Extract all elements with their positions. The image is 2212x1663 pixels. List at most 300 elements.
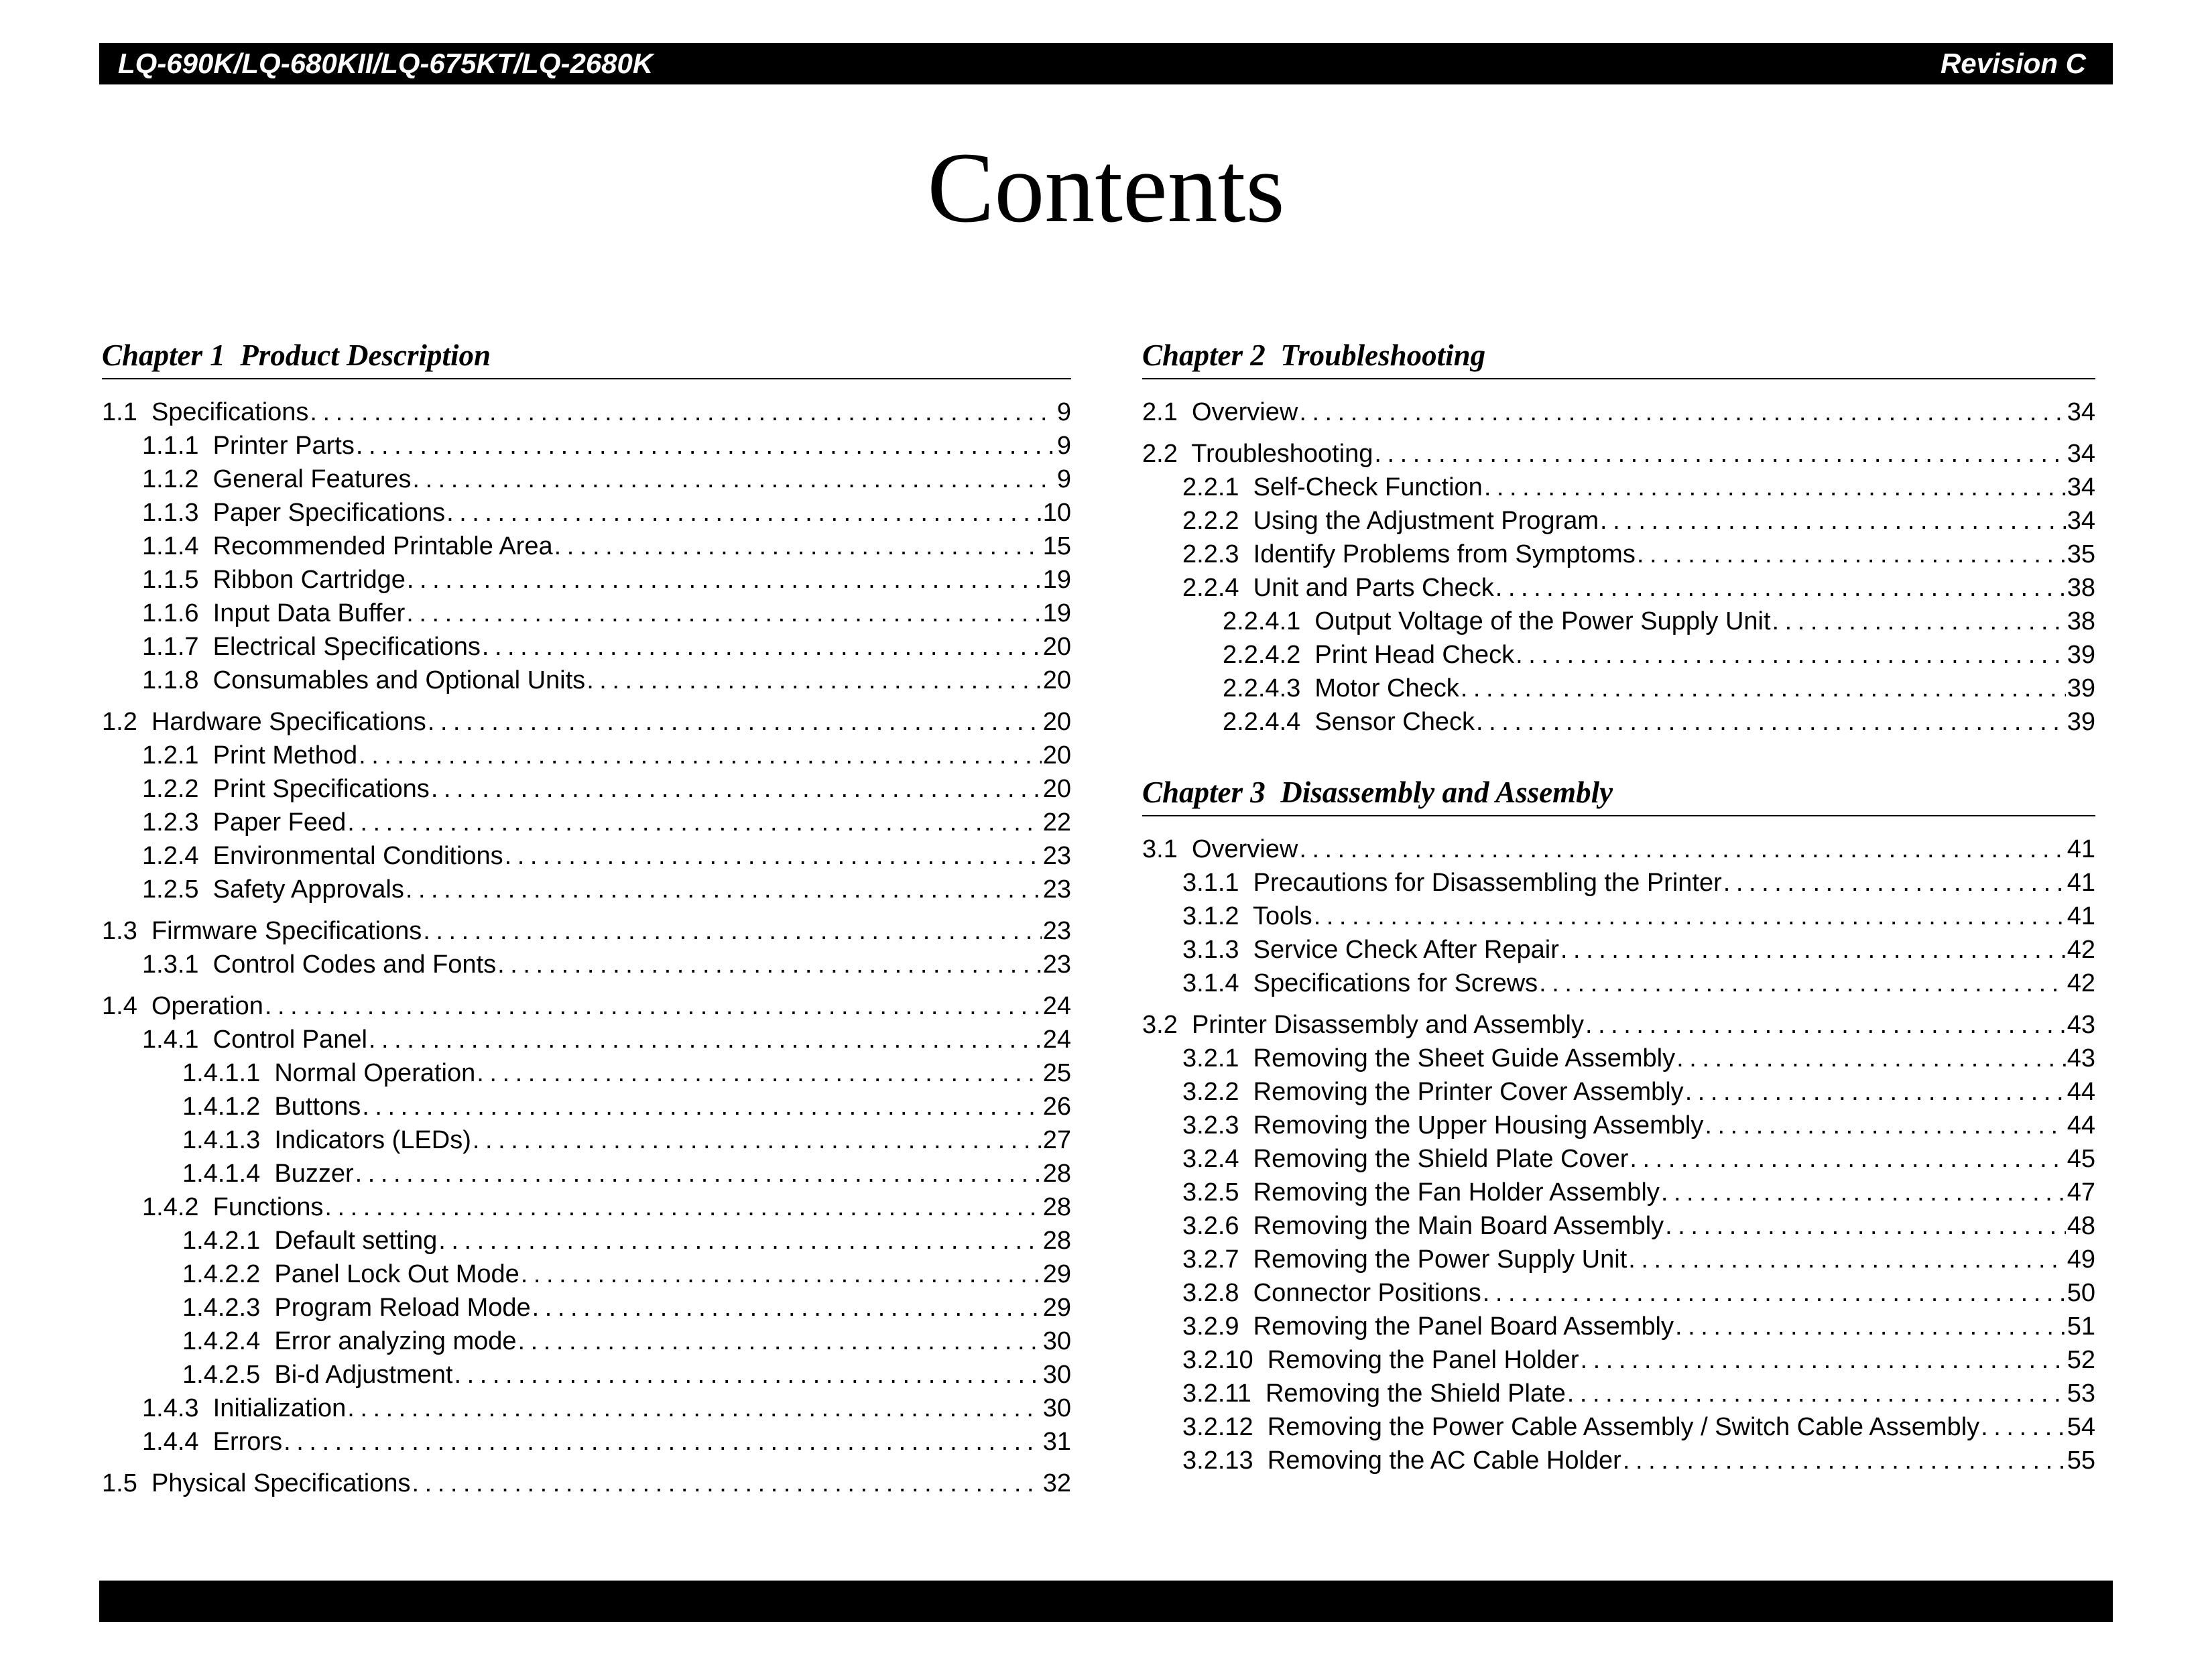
toc-entry-text: Control Codes and Fonts	[212, 950, 497, 979]
toc-entry-label	[1182, 1042, 1675, 1075]
toc-entry-label	[1182, 538, 1636, 571]
toc-entry[interactable]	[1142, 1142, 2095, 1176]
toc-dot-leader	[1685, 1075, 2066, 1109]
toc-page-number: 32	[1042, 1469, 1071, 1497]
toc-page-number: 23	[1042, 917, 1071, 945]
toc-entry-label	[1182, 1075, 1684, 1109]
toc-entry-label	[182, 1090, 361, 1123]
toc-entry[interactable]	[102, 1123, 1071, 1157]
toc-page-number: 48	[2067, 1212, 2095, 1240]
toc-page-number: 28	[1042, 1193, 1071, 1221]
toc-entry-text: Electrical Specifications	[212, 633, 481, 661]
toc-entry-label	[142, 1023, 367, 1056]
toc-page-number: 22	[1042, 808, 1071, 837]
toc-page-number: 45	[2067, 1145, 2095, 1173]
toc-entry[interactable]	[102, 1257, 1071, 1291]
toc-entry-text: Buzzer	[274, 1160, 354, 1188]
toc-dot-leader	[587, 664, 1042, 697]
toc-dot-leader	[1705, 1109, 2065, 1142]
toc-dot-leader	[1981, 1410, 2066, 1444]
toc-entry[interactable]	[1142, 967, 2095, 1000]
toc-page-number: 29	[1042, 1294, 1071, 1322]
toc-dot-leader	[1585, 1008, 2066, 1042]
toc-entry[interactable]	[1142, 638, 2095, 672]
toc-page-number: 52	[2067, 1346, 2095, 1374]
toc-entry-text: Overview	[1191, 835, 1298, 863]
toc-dot-leader	[1676, 1042, 2066, 1075]
toc-entry-text: Using the Adjustment Program	[1253, 507, 1599, 535]
toc-entry[interactable]	[102, 873, 1071, 906]
toc-dot-leader	[1495, 571, 2066, 605]
toc-entry-label	[102, 705, 426, 739]
toc-dot-leader	[1580, 1343, 2065, 1377]
chapter-title: Chapter 1 Product Description	[102, 338, 491, 372]
toc-entry[interactable]	[102, 1090, 1071, 1123]
toc-entry[interactable]	[102, 563, 1071, 597]
toc-page-number: 41	[2067, 835, 2095, 863]
toc-entry-text: Removing the Shield Plate Cover	[1253, 1145, 1629, 1173]
toc-entry-label	[142, 597, 405, 630]
toc-entry-label	[1182, 1310, 1674, 1343]
toc-entry[interactable]	[102, 705, 1071, 739]
toc-entry-label	[142, 463, 411, 496]
toc-dot-leader	[1675, 1310, 2066, 1343]
toc-dot-leader	[454, 1358, 1041, 1392]
toc-entry[interactable]	[102, 1425, 1071, 1459]
toc-page-number: 9	[1056, 398, 1071, 426]
toc-entry-text: Environmental Conditions	[212, 842, 503, 870]
toc-entry-number: 1.4	[102, 992, 137, 1020]
toc-entry-number: 1.4.1.1	[182, 1059, 261, 1087]
toc-entry-text: Tools	[1252, 902, 1312, 930]
toc-dot-leader	[1600, 504, 2066, 538]
toc-page-number: 19	[1042, 599, 1071, 627]
toc-entry-number: 3.2.6	[1182, 1212, 1239, 1240]
toc-entry[interactable]	[102, 530, 1071, 563]
page-title: Contents	[927, 132, 1285, 243]
toc-entry-text: Specifications for Screws	[1253, 969, 1538, 997]
toc-entry-number: 1.4.1.3	[182, 1126, 261, 1154]
toc-page-number: 20	[1042, 666, 1071, 694]
toc-entry[interactable]	[102, 1056, 1071, 1090]
toc-dot-leader	[359, 739, 1042, 772]
toc-entry[interactable]	[1142, 395, 2095, 429]
toc-entry[interactable]	[102, 630, 1071, 664]
toc-dot-leader	[406, 597, 1041, 630]
toc-dot-leader	[1484, 471, 2066, 504]
toc-entry-number: 1.4.2.4	[182, 1327, 261, 1355]
toc-entry-text: Printer Parts	[212, 432, 355, 460]
toc-entry-number: 1.3	[102, 917, 137, 945]
toc-entry-text: Normal Operation	[274, 1059, 476, 1087]
toc-entry-number: 3.1.1	[1182, 869, 1239, 897]
toc-dot-leader	[284, 1425, 1042, 1459]
toc-entry[interactable]	[1142, 1377, 2095, 1410]
toc-page-number: 15	[1042, 532, 1071, 560]
toc-entry-number: 2.2.1	[1182, 473, 1239, 501]
toc-entry[interactable]	[102, 1467, 1071, 1500]
toc-entry[interactable]	[1142, 1109, 2095, 1142]
toc-entry[interactable]	[1142, 1008, 2095, 1042]
toc-entry[interactable]	[1142, 471, 2095, 504]
toc-entry-label	[102, 914, 422, 948]
toc-entry-text: Printer Disassembly and Assembly	[1191, 1011, 1584, 1039]
toc-entry-text: Ribbon Cartridge	[212, 566, 406, 594]
toc-entry[interactable]	[1142, 605, 2095, 638]
toc-entry-label	[142, 839, 503, 873]
toc-entry-label	[1223, 705, 1475, 739]
toc-page-number: 39	[2067, 674, 2095, 702]
toc-dot-leader	[477, 1056, 1041, 1090]
toc-page-number: 41	[2067, 869, 2095, 897]
revision-label: Revision C	[1940, 48, 2086, 79]
toc-entry[interactable]	[1142, 1176, 2095, 1209]
toc-entry[interactable]	[102, 1224, 1071, 1257]
toc-page-number: 9	[1056, 465, 1071, 493]
toc-entry-number: 1.2.4	[142, 842, 199, 870]
toc-dot-leader	[406, 873, 1042, 906]
toc-page-number: 10	[1042, 499, 1071, 527]
toc-dot-leader	[1299, 395, 2065, 429]
toc-entry-number: 3.2.2	[1182, 1078, 1239, 1106]
toc-dot-leader	[1374, 437, 2065, 471]
toc-entry-number: 2.1	[1142, 398, 1178, 426]
toc-entry-number: 3.2	[1142, 1011, 1178, 1039]
toc-entry[interactable]	[1142, 833, 2095, 866]
toc-dot-leader	[518, 1325, 1042, 1358]
toc-page-number: 28	[1042, 1160, 1071, 1188]
toc-page-number: 43	[2067, 1011, 2095, 1039]
toc-entry[interactable]	[102, 839, 1071, 873]
toc-entry-label	[1182, 1276, 1481, 1310]
toc-entry-label	[1182, 1243, 1627, 1276]
toc-page-number: 30	[1042, 1327, 1071, 1355]
toc-dot-leader	[505, 839, 1042, 873]
toc-entry-label	[142, 530, 553, 563]
toc-entry-number: 3.2.9	[1182, 1312, 1239, 1341]
toc-entry-number: 2.2.3	[1182, 540, 1239, 568]
toc-entry-number: 1.1.7	[142, 633, 199, 661]
toc-entry-text: Troubleshooting	[1191, 440, 1373, 468]
toc-entry-number: 1.4.1	[142, 1026, 199, 1054]
toc-entry-text: Print Head Check	[1314, 641, 1515, 669]
toc-entry[interactable]	[102, 948, 1071, 981]
toc-page-number: 29	[1042, 1260, 1071, 1288]
toc-entry-number: 1.2.5	[142, 875, 199, 904]
toc-entry-text: Error analyzing mode	[274, 1327, 517, 1355]
toc-page-number: 24	[1042, 1026, 1071, 1054]
toc-entry-text: General Features	[212, 465, 412, 493]
toc-dot-leader	[1483, 1276, 2066, 1310]
toc-entry-number: 1.1.4	[142, 532, 199, 560]
toc-entry-number: 3.2.3	[1182, 1111, 1239, 1140]
toc-page-number: 38	[2067, 607, 2095, 635]
toc-page-number: 50	[2067, 1279, 2095, 1307]
toc-entry[interactable]	[1142, 1276, 2095, 1310]
toc-dot-leader	[1299, 833, 2065, 866]
toc-entry-label	[102, 395, 308, 429]
toc-entry-number: 1.1	[102, 398, 137, 426]
toc-entry-number: 1.5	[102, 1469, 137, 1497]
chapter-heading	[102, 335, 1071, 379]
toc-entry-text: Indicators (LEDs)	[274, 1126, 471, 1154]
toc-entry-text: Consumables and Optional Units	[212, 666, 586, 694]
toc-entry-number: 1.1.8	[142, 666, 199, 694]
toc-entry[interactable]	[102, 1190, 1071, 1224]
toc-entry-text: Removing the Power Supply Unit	[1253, 1245, 1627, 1274]
toc-entry[interactable]	[1142, 1042, 2095, 1075]
toc-entry-number: 1.2.3	[142, 808, 199, 837]
toc-entry-label	[1142, 833, 1298, 866]
toc-page-number: 39	[2067, 708, 2095, 736]
toc-entry-text: Removing the Printer Cover Assembly	[1253, 1078, 1684, 1106]
toc-entry-number: 1.4.1.4	[182, 1160, 261, 1188]
toc-entry-text: Panel Lock Out Mode	[274, 1260, 519, 1288]
toc-entry-label	[142, 739, 357, 772]
toc-entry[interactable]	[102, 1392, 1071, 1425]
toc-entry-number: 3.1.4	[1182, 969, 1239, 997]
toc-dot-leader	[347, 1392, 1042, 1425]
toc-entry[interactable]	[1142, 1310, 2095, 1343]
toc-entry-label	[182, 1123, 471, 1157]
toc-dot-leader	[1661, 1176, 2066, 1209]
toc-page-number: 44	[2067, 1078, 2095, 1106]
toc-entry-number: 2.2.4	[1182, 574, 1239, 602]
toc-dot-leader	[423, 914, 1041, 948]
toc-entry[interactable]	[102, 914, 1071, 948]
toc-entry[interactable]	[102, 806, 1071, 839]
toc-entry[interactable]	[1142, 1209, 2095, 1243]
toc-dot-leader	[473, 1123, 1042, 1157]
toc-entry-text: Removing the Panel Holder	[1267, 1346, 1579, 1374]
toc-dot-leader	[428, 705, 1042, 739]
toc-entry-label	[1223, 605, 1771, 638]
toc-dot-leader	[431, 772, 1042, 806]
toc-entry-number: 1.4.3	[142, 1394, 199, 1422]
toc-entry[interactable]	[1142, 1075, 2095, 1109]
toc-entry-text: Overview	[1191, 398, 1298, 426]
toc-page-number: 42	[2067, 936, 2095, 964]
toc-dot-leader	[521, 1257, 1042, 1291]
toc-page-number: 26	[1042, 1093, 1071, 1121]
toc-entry-label	[1182, 1209, 1664, 1243]
toc-page-number: 34	[2067, 473, 2095, 501]
toc-dot-leader	[1772, 605, 2066, 638]
toc-dot-leader	[1476, 705, 2066, 739]
toc-entry-label	[1182, 1410, 1979, 1444]
toc-entry-number: 1.4.2.1	[182, 1227, 261, 1255]
toc-entry[interactable]	[1142, 705, 2095, 739]
toc-entry-label	[142, 873, 404, 906]
toc-entry-label	[1182, 1444, 1621, 1477]
toc-entry[interactable]	[102, 463, 1071, 496]
toc-entry[interactable]	[102, 772, 1071, 806]
toc-dot-leader	[265, 989, 1042, 1023]
toc-entry-text: Bi-d Adjustment	[274, 1361, 453, 1389]
toc-entry[interactable]	[1142, 1410, 2095, 1444]
toc-entry-number: 3.2.7	[1182, 1245, 1239, 1274]
toc-page-number: 44	[2067, 1111, 2095, 1140]
toc-page-number: 19	[1042, 566, 1071, 594]
toc-page-number: 42	[2067, 969, 2095, 997]
toc-entry-label	[1182, 1343, 1579, 1377]
toc-entry-label	[102, 1467, 410, 1500]
toc-entry-text: Sensor Check	[1314, 708, 1475, 736]
toc-entry-number: 3.1.3	[1182, 936, 1239, 964]
toc-entry-number: 2.2.2	[1182, 507, 1239, 535]
toc-dot-leader	[369, 1023, 1042, 1056]
toc-entry-label	[1182, 471, 1483, 504]
toc-entry-number: 3.1.2	[1182, 902, 1239, 930]
toc-page-number: 34	[2067, 440, 2095, 468]
toc-entry-number: 3.2.1	[1182, 1044, 1239, 1072]
toc-entry-label	[1223, 672, 1459, 705]
toc-entry-number: 3.2.11	[1182, 1379, 1251, 1408]
toc-page-number: 54	[2067, 1413, 2095, 1441]
toc-page-number: 9	[1056, 432, 1071, 460]
toc-entry[interactable]	[102, 739, 1071, 772]
toc-entry-number: 1.1.5	[142, 566, 199, 594]
chapter-title: Chapter 3 Disassembly and Assembly	[1142, 776, 1613, 809]
toc-page-number: 20	[1042, 708, 1071, 736]
toc-entry-text: Unit and Parts Check	[1253, 574, 1494, 602]
toc-entry-text: Recommended Printable Area	[212, 532, 553, 560]
toc-page-number: 25	[1042, 1059, 1071, 1087]
toc-entry[interactable]	[102, 429, 1071, 463]
toc-page-number: 39	[2067, 641, 2095, 669]
toc-entry-text: Default setting	[274, 1227, 438, 1255]
toc-dot-leader	[1539, 967, 2066, 1000]
toc-entry-text: Service Check After Repair	[1253, 936, 1559, 964]
toc-entry-number: 2.2	[1142, 440, 1178, 468]
toc-right-column	[1142, 335, 2095, 1477]
toc-entry-text: Removing the Fan Holder Assembly	[1253, 1178, 1660, 1207]
toc-dot-leader	[1567, 1377, 2066, 1410]
model-name: LQ-690K/LQ-680KII/LQ-675KT/LQ-2680K	[118, 48, 654, 79]
toc-page-number: 55	[2067, 1446, 2095, 1475]
toc-entry-number: 1.4.4	[142, 1428, 199, 1456]
toc-page-number: 34	[2067, 398, 2095, 426]
toc-entry-label	[142, 772, 430, 806]
toc-entry[interactable]	[1142, 571, 2095, 605]
toc-dot-leader	[355, 1157, 1042, 1190]
toc-dot-leader	[310, 395, 1052, 429]
toc-page-number: 27	[1042, 1126, 1071, 1154]
toc-dot-leader	[1637, 538, 2066, 571]
toc-entry[interactable]	[102, 1023, 1071, 1056]
toc-dot-leader	[446, 496, 1042, 530]
toc-page-number: 53	[2067, 1379, 2095, 1408]
toc-entry[interactable]	[1142, 933, 2095, 967]
toc-entry[interactable]	[1142, 900, 2095, 933]
toc-entry-number: 3.2.5	[1182, 1178, 1239, 1207]
toc-dot-leader	[1630, 1142, 2065, 1176]
toc-entry-label	[1182, 1142, 1628, 1176]
toc-entry-text: Firmware Specifications	[151, 917, 422, 945]
toc-entry-text: Hardware Specifications	[151, 708, 426, 736]
toc-entry[interactable]	[1142, 538, 2095, 571]
toc-dot-leader	[407, 563, 1042, 597]
toc-entry[interactable]	[102, 1325, 1071, 1358]
toc-entry-number: 3.2.13	[1182, 1446, 1253, 1475]
toc-entry-number: 1.1.3	[142, 499, 199, 527]
toc-entry[interactable]	[102, 989, 1071, 1023]
toc-dot-leader	[1560, 933, 2066, 967]
toc-entry-number: 1.2.1	[142, 741, 199, 769]
toc-entry-number: 2.2.4.2	[1223, 641, 1301, 669]
toc-entry[interactable]	[102, 1358, 1071, 1392]
toc-entry[interactable]	[102, 395, 1071, 429]
toc-entry-label	[1182, 967, 1538, 1000]
toc-entry-number: 3.2.4	[1182, 1145, 1239, 1173]
toc-entry-text: Removing the Main Board Assembly	[1253, 1212, 1664, 1240]
toc-page-number: 35	[2067, 540, 2095, 568]
toc-dot-leader	[554, 530, 1042, 563]
toc-entry-text: Initialization	[212, 1394, 347, 1422]
toc-page-number: 20	[1042, 741, 1071, 769]
toc-entry-number: 2.2.4.4	[1223, 708, 1301, 736]
toc-page-number: 23	[1042, 875, 1071, 904]
toc-entry[interactable]	[102, 496, 1071, 530]
toc-entry-label	[1142, 1008, 1584, 1042]
toc-entry-label	[182, 1157, 354, 1190]
toc-dot-leader	[482, 630, 1042, 664]
toc-entry[interactable]	[102, 597, 1071, 630]
toc-dot-leader	[1461, 672, 2066, 705]
toc-entry-label	[142, 496, 445, 530]
toc-entry-label	[182, 1257, 519, 1291]
toc-entry[interactable]	[102, 664, 1071, 697]
chapter-heading	[1142, 335, 2095, 379]
toc-entry[interactable]	[1142, 1243, 2095, 1276]
toc-entry-text: Removing the Sheet Guide Assembly	[1253, 1044, 1676, 1072]
toc-entry[interactable]	[1142, 504, 2095, 538]
toc-entry-text: Removing the Power Cable Assembly / Switch Cable Assembly	[1267, 1413, 1980, 1441]
toc-entry[interactable]	[102, 1291, 1071, 1325]
toc-dot-leader	[324, 1190, 1041, 1224]
toc-entry-number: 1.4.2.3	[182, 1294, 261, 1322]
toc-entry-text: Precautions for Disassembling the Printer	[1253, 869, 1722, 897]
toc-entry[interactable]	[1142, 1444, 2095, 1477]
toc-entry-label	[142, 1392, 346, 1425]
toc-entry-label	[142, 563, 406, 597]
toc-entry-number: 3.2.12	[1182, 1413, 1253, 1441]
toc-dot-leader	[532, 1291, 1042, 1325]
toc-entry-number: 1.1.2	[142, 465, 199, 493]
toc-entry[interactable]	[102, 1157, 1071, 1190]
toc-entry-number: 3.2.8	[1182, 1279, 1239, 1307]
toc-dot-leader	[438, 1224, 1041, 1257]
toc-entry[interactable]	[1142, 1343, 2095, 1377]
toc-entry-label	[102, 989, 263, 1023]
toc-entry-text: Physical Specifications	[151, 1469, 411, 1497]
toc-entry[interactable]	[1142, 437, 2095, 471]
toc-entry-label	[182, 1325, 517, 1358]
toc-entry-number: 1.2.2	[142, 775, 199, 803]
toc-dot-leader	[1665, 1209, 2066, 1243]
toc-page-number: 28	[1042, 1227, 1071, 1255]
toc-entry-label	[1182, 1377, 1566, 1410]
toc-entry-label	[142, 1190, 323, 1224]
toc-entry-text: Paper Feed	[212, 808, 347, 837]
toc-dot-leader	[362, 1090, 1042, 1123]
toc-entry[interactable]	[1142, 866, 2095, 900]
toc-entry-text: Removing the Panel Board Assembly	[1253, 1312, 1674, 1341]
toc-entry[interactable]	[1142, 672, 2095, 705]
toc-entry-text: Print Method	[212, 741, 358, 769]
toc-entry-number: 1.2	[102, 708, 137, 736]
footer-bar	[99, 1581, 2113, 1622]
